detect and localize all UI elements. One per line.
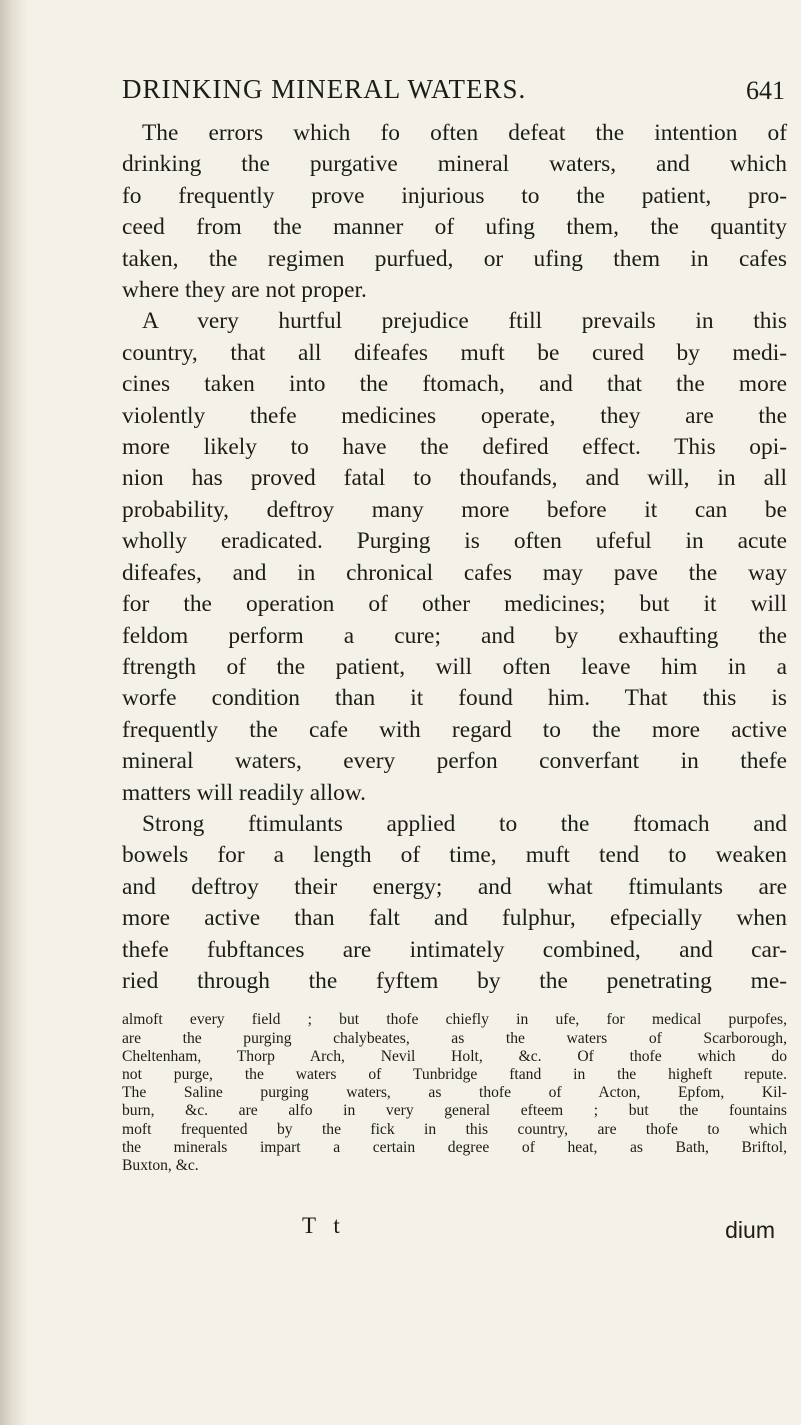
text-line: country, that all difeafes muft be cured by medi- [122,339,787,366]
footnote-line: moft frequented by the fick in this country, are thofe to which [122,1120,787,1138]
footnote-line: are the purging chalybeates, as the waters of Scarborough, [122,1029,787,1047]
text-line: mineral waters, every perfon converfant in thefe [122,748,787,775]
footnote [122,1011,787,1175]
book-page [122,66,787,1263]
signature-mark: T t [302,1213,346,1239]
footnote-line: almoft every field ; but thofe chiefly in ufe, for medical purpofes, [122,1011,787,1029]
footnote-line: The Saline purging waters, as thofe of Acton, Epfom, Kil- [122,1084,787,1102]
text-line: fo frequently prove injurious to the patient, pro- [122,182,787,209]
text-line: worfe condition than it found him. That this is [122,685,787,712]
binding-gutter-shadow [0,0,28,1425]
text-line: Strong ftimulants applied to the ftomach and [142,810,787,837]
text-line: feldom perform a cure; and by exhaufting the [122,622,787,649]
text-line: ceed from the manner of ufing them, the quantity [122,214,787,241]
text-line: thefe fubftances are intimately combined, and car- [122,936,787,963]
text-line: nion has proved fatal to thoufands, and will, in all [122,465,787,492]
footnote-line: Buxton, &c. [122,1157,199,1174]
text-line: The errors which fo often defeat the intention of [142,120,787,146]
text-line: drinking the purgative mineral waters, and which [122,151,787,178]
text-line: bowels for a length of time, muft tend to weaken [122,842,787,869]
text-line: more likely to have the defired effect. This opi- [122,434,787,461]
text-line: A very hurtful prejudice ftill prevails in this [142,308,787,335]
text-line: frequently the cafe with regard to the more active [122,716,787,743]
catchword: dium [725,1217,775,1244]
footnote-line: not purge, the waters of Tunbridge ftand in the higheft repute. [122,1065,787,1083]
text-line: more active than falt and fulphur, efpecially when [122,905,787,932]
text-line: violently thefe medicines operate, they are the [122,402,787,429]
footnote-line: burn, &c. are alfo in very general efteem ; but the fountains [122,1102,787,1120]
running-title: DRINKING MINERAL WATERS. [122,74,527,104]
text-line: and deftroy their energy; and what ftimulants are [122,873,787,900]
text-line: where they are not proper. [122,277,367,304]
text-line: probability, deftroy many more before it can be [122,496,787,523]
page-number: 641 [746,76,785,105]
running-head [122,66,787,118]
page-footer [122,1213,787,1263]
text-line: taken, the regimen purfued, or ufing them in cafes [122,245,787,272]
text-line: cines taken into the ftomach, and that the more [122,371,787,398]
main-text [122,118,787,997]
text-line: wholly eradicated. Purging is often ufeful in acute [122,528,787,555]
text-line: matters will readily allow. [122,779,367,806]
text-line: difeafes, and in chronical cafes may pave the way [122,559,787,586]
text-line: ftrength of the patient, will often leave him in a [122,653,787,680]
footnote-line: Cheltenham, Thorp Arch, Nevil Holt, &c. Of thofe which do [122,1047,787,1065]
text-line: for the operation of other medicines; but it will [122,591,787,618]
footnote-line: the minerals impart a certain degree of heat, as Bath, Briftol, [122,1138,787,1156]
text-line: ried through the fyftem by the penetrating me- [122,967,787,994]
